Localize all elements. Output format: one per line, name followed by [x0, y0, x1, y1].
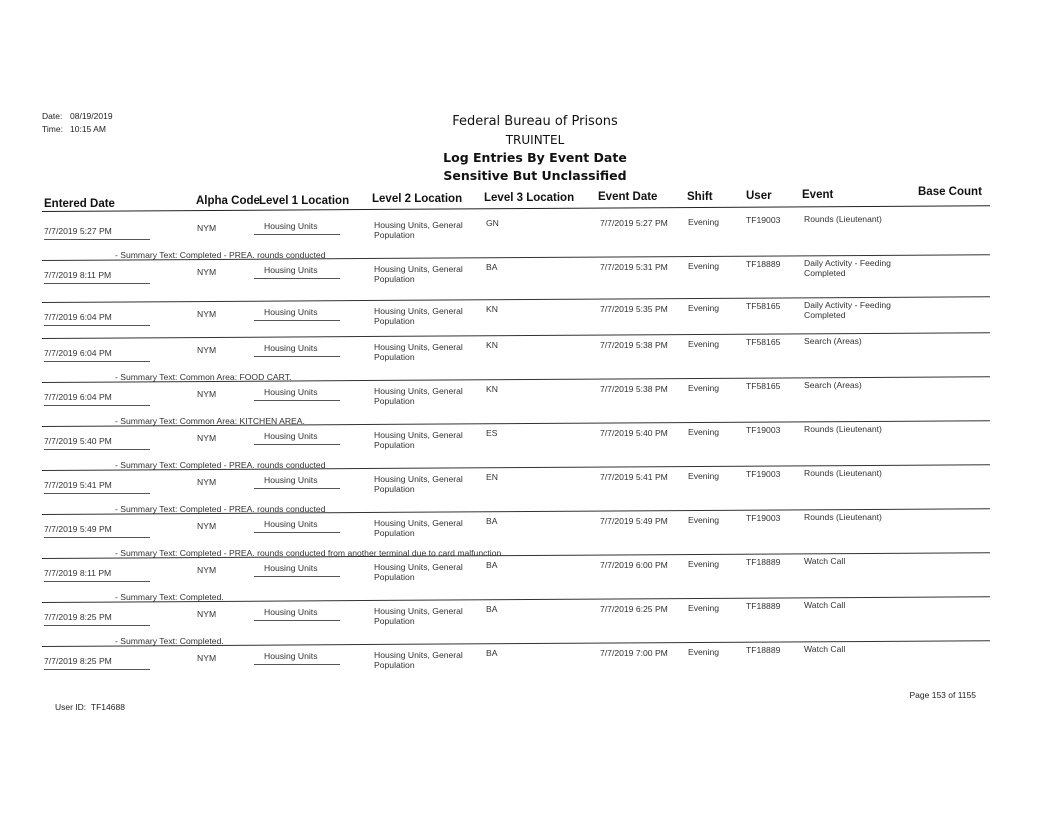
user-id-value: TF14688 [90, 702, 125, 712]
report-title: Log Entries By Event Date [443, 150, 627, 165]
shift-cell: Evening [688, 339, 720, 349]
event-date-cell: 7/7/2019 5:49 PM [600, 516, 668, 526]
cell-underline [254, 488, 340, 489]
level3-location-cell: KN [486, 340, 498, 350]
level1-location-cell: Housing Units [264, 519, 318, 529]
cell-underline [254, 532, 340, 533]
user-cell: TF18889 [746, 645, 781, 655]
cell-underline [44, 239, 150, 240]
level3-location-cell: ES [486, 428, 498, 438]
shift-cell: Evening [688, 603, 720, 613]
level3-location-cell: BA [486, 516, 498, 526]
col-level1-location: Level 1 Location [259, 195, 350, 207]
event-date-cell: 7/7/2019 7:00 PM [600, 648, 668, 658]
event-cell: Daily Activity - Feeding Completed [804, 258, 891, 278]
level2-location-cell: Housing Units, General Population [374, 474, 463, 494]
level1-location-cell: Housing Units [264, 387, 318, 397]
event-date-cell: 7/7/2019 5:31 PM [600, 262, 668, 272]
cell-underline [254, 320, 340, 321]
event-date-cell: 7/7/2019 5:41 PM [600, 472, 668, 482]
level1-location-cell: Housing Units [264, 431, 318, 441]
alpha-code-cell: NYM [197, 565, 217, 575]
date-value: 08/19/2019 [70, 111, 113, 121]
col-shift: Shift [687, 191, 713, 203]
entered-date-cell: 7/7/2019 5:27 PM [44, 226, 112, 236]
cell-underline [254, 444, 340, 445]
event-cell: Watch Call [804, 644, 846, 654]
user-cell: TF58165 [746, 337, 781, 347]
user-cell: TF58165 [746, 381, 781, 391]
cell-underline [44, 325, 150, 326]
entered-date-cell: 7/7/2019 5:49 PM [44, 524, 112, 534]
col-user: User [746, 190, 772, 202]
level3-location-cell: BA [486, 560, 498, 570]
level3-location-cell: EN [486, 472, 498, 482]
system-name: TRUINTEL [505, 133, 565, 147]
summary-text: - Summary Text: Completed. [115, 592, 224, 602]
user-cell: TF18889 [746, 557, 781, 567]
summary-text: - Summary Text: Completed - PREA. rounds conducted from another terminal due to card malfunction [115, 548, 502, 558]
level3-location-cell: BA [486, 604, 498, 614]
event-cell: Rounds (Lieutenant) [804, 512, 882, 522]
cell-underline [44, 361, 150, 362]
level1-location-cell: Housing Units [264, 607, 318, 617]
event-cell: Search (Areas) [804, 336, 862, 346]
time-value: 10:15 AM [70, 124, 106, 134]
cell-underline [44, 449, 150, 450]
level1-location-cell: Housing Units [264, 475, 318, 485]
shift-cell: Evening [688, 303, 720, 313]
level1-location-cell: Housing Units [264, 563, 318, 573]
level1-location-cell: Housing Units [264, 343, 318, 353]
user-cell: TF18889 [746, 601, 781, 611]
event-cell: Rounds (Lieutenant) [804, 214, 882, 224]
col-entered-date: Entered Date [44, 198, 115, 210]
alpha-code-cell: NYM [197, 477, 217, 487]
entered-date-cell: 7/7/2019 8:11 PM [44, 568, 112, 578]
cell-underline [44, 581, 150, 582]
alpha-code-cell: NYM [197, 433, 217, 443]
cell-underline [254, 576, 340, 577]
entered-date-cell: 7/7/2019 6:04 PM [44, 348, 112, 358]
agency-name: Federal Bureau of Prisons [452, 114, 618, 129]
level2-location-cell: Housing Units, General Population [374, 220, 463, 240]
event-date-cell: 7/7/2019 5:38 PM [600, 340, 668, 350]
event-date-cell: 7/7/2019 5:35 PM [600, 304, 668, 314]
entered-date-cell: 7/7/2019 6:04 PM [44, 312, 112, 322]
shift-cell: Evening [688, 217, 720, 227]
level3-location-cell: KN [486, 304, 498, 314]
level3-location-cell: KN [486, 384, 498, 394]
alpha-code-cell: NYM [197, 653, 217, 663]
alpha-code-cell: NYM [197, 309, 217, 319]
cell-underline [44, 537, 150, 538]
summary-text: - Summary Text: Completed - PREA. rounds conducted [115, 460, 326, 470]
header-rule [42, 205, 990, 212]
user-id-label: User ID: [55, 702, 87, 712]
event-date-cell: 7/7/2019 6:00 PM [600, 560, 668, 570]
level2-location-cell: Housing Units, General Population [374, 306, 463, 326]
cell-underline [254, 234, 340, 235]
shift-cell: Evening [688, 471, 720, 481]
entered-date-cell: 7/7/2019 6:04 PM [44, 392, 112, 402]
cell-underline [254, 664, 340, 665]
cell-underline [254, 356, 340, 357]
summary-text: - Summary Text: Completed - PREA. rounds conducted [115, 504, 326, 514]
shift-cell: Evening [688, 515, 720, 525]
date-label: Date: [42, 111, 63, 121]
cell-underline [44, 405, 150, 406]
col-alpha-code: Alpha Code [196, 195, 260, 207]
cell-underline [44, 625, 150, 626]
level1-location-cell: Housing Units [264, 651, 318, 661]
entered-date-cell: 7/7/2019 8:25 PM [44, 612, 112, 622]
alpha-code-cell: NYM [197, 267, 217, 277]
level3-location-cell: BA [486, 648, 498, 658]
col-level3-location: Level 3 Location [484, 192, 575, 204]
alpha-code-cell: NYM [197, 345, 217, 355]
summary-text: - Summary Text: Completed - PREA. rounds conducted [115, 250, 326, 260]
user-cell: TF58165 [746, 301, 781, 311]
level2-location-cell: Housing Units, General Population [374, 650, 463, 670]
summary-text: - Summary Text: Common Area: KITCHEN AREA. [115, 416, 305, 426]
user-cell: TF19003 [746, 469, 781, 479]
shift-cell: Evening [688, 559, 720, 569]
alpha-code-cell: NYM [197, 521, 217, 531]
event-cell: Search (Areas) [804, 380, 862, 390]
cell-underline [254, 400, 340, 401]
level2-location-cell: Housing Units, General Population [374, 430, 463, 450]
cell-underline [44, 669, 150, 670]
shift-cell: Evening [688, 383, 720, 393]
event-date-cell: 7/7/2019 6:25 PM [600, 604, 668, 614]
col-event: Event [802, 189, 834, 201]
report-date [42, 111, 113, 121]
summary-text: - Summary Text: Completed. [115, 636, 224, 646]
user-cell: TF19003 [746, 513, 781, 523]
entered-date-cell: 7/7/2019 8:11 PM [44, 270, 112, 280]
level2-location-cell: Housing Units, General Population [374, 264, 463, 284]
col-base-count: Base Count [918, 186, 982, 198]
shift-cell: Evening [688, 427, 720, 437]
report-heading [380, 113, 690, 185]
level1-location-cell: Housing Units [264, 221, 318, 231]
level1-location-cell: Housing Units [264, 307, 318, 317]
event-cell: Rounds (Lieutenant) [804, 424, 882, 434]
alpha-code-cell: NYM [197, 609, 217, 619]
time-label: Time: [42, 124, 63, 134]
cell-underline [44, 283, 150, 284]
level3-location-cell: BA [486, 262, 498, 272]
event-date-cell: 7/7/2019 5:38 PM [600, 384, 668, 394]
event-cell: Watch Call [804, 556, 846, 566]
event-date-cell: 7/7/2019 5:40 PM [600, 428, 668, 438]
col-event-date: Event Date [598, 191, 658, 203]
cell-underline [254, 278, 340, 279]
entered-date-cell: 7/7/2019 5:40 PM [44, 436, 112, 446]
classification: Sensitive But Unclassified [443, 168, 627, 183]
level2-location-cell: Housing Units, General Population [374, 386, 463, 406]
event-date-cell: 7/7/2019 5:27 PM [600, 218, 668, 228]
entered-date-cell: 7/7/2019 8:25 PM [44, 656, 112, 666]
shift-cell: Evening [688, 261, 720, 271]
level1-location-cell: Housing Units [264, 265, 318, 275]
cell-underline [254, 620, 340, 621]
level3-location-cell: GN [486, 218, 499, 228]
event-cell: Daily Activity - Feeding Completed [804, 300, 891, 320]
level2-location-cell: Housing Units, General Population [374, 342, 463, 362]
user-cell: TF18889 [746, 259, 781, 269]
level2-location-cell: Housing Units, General Population [374, 562, 463, 582]
col-level2-location: Level 2 Location [372, 193, 463, 205]
user-cell: TF19003 [746, 215, 781, 225]
report-time [42, 124, 106, 134]
entered-date-cell: 7/7/2019 5:41 PM [44, 480, 112, 490]
summary-text: - Summary Text: Common Area: FOOD CART. [115, 372, 292, 382]
page-number: Page 153 of 1155 [909, 690, 976, 700]
level2-location-cell: Housing Units, General Population [374, 518, 463, 538]
level2-location-cell: Housing Units, General Population [374, 606, 463, 626]
event-cell: Rounds (Lieutenant) [804, 468, 882, 478]
event-cell: Watch Call [804, 600, 846, 610]
shift-cell: Evening [688, 647, 720, 657]
user-cell: TF19003 [746, 425, 781, 435]
footer-user [55, 702, 125, 712]
alpha-code-cell: NYM [197, 389, 217, 399]
cell-underline [44, 493, 150, 494]
alpha-code-cell: NYM [197, 223, 217, 233]
